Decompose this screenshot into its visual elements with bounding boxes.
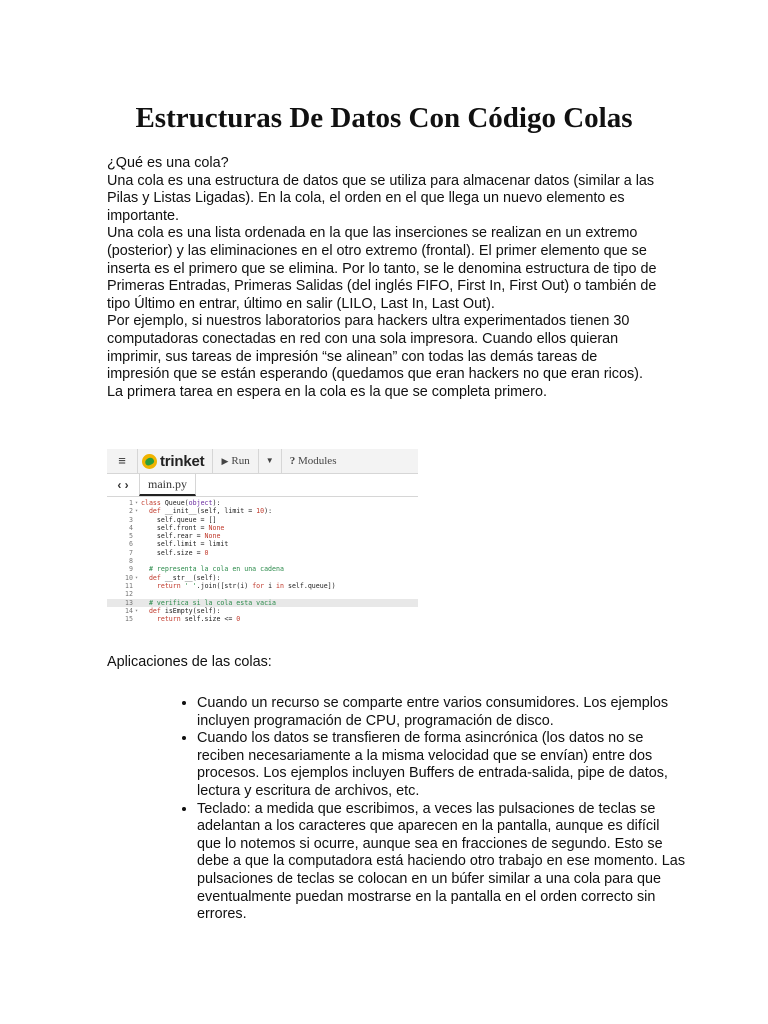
trinket-brand: trinket [160,452,205,470]
code-line: 14 ▾ def isEmpty(self): [125,606,221,615]
paragraph: Una cola es una estructura de datos que se utiliza para almacenar datos (similar a las Pilas y Listas Ligadas). En la cola, el orden en el que llega un nuevo elemento es importante. [107,172,655,224]
code-line: 2 ▾ def __init__(self, limit = 10): [129,507,273,516]
code-line: 15 return self.size <= 0 [125,615,241,624]
code-line: 4 self.front = None [129,523,225,532]
run-button [213,449,258,473]
modules-label: Modules [297,455,337,467]
code-line: 12 [125,590,133,599]
play-icon: ▶ [221,455,229,466]
run-label: Run [231,455,250,467]
question-icon: ? [289,455,296,467]
page-title: Estructuras De Datos Con Código Colas [135,102,633,134]
trinket-toolbar [107,449,418,474]
code-line: 6 self.limit = limit [129,540,229,549]
code-line: 3 self.queue = [] [129,515,217,524]
paragraph: ¿Qué es una cola? [107,155,229,171]
menu-icon: ≡ [107,449,138,473]
applications-heading: Aplicaciones de las colas: [107,654,272,670]
code-line: 10 ▾ def __str__(self): [125,573,221,582]
code-line: 13 # verifica si la cola esta vacia [107,599,418,607]
trinket-logo-icon [142,454,157,469]
trinket-code-screenshot [107,449,418,631]
code-line: 8 [129,557,133,566]
nav-arrows-icon: ‹ › [117,478,129,492]
code-editor [107,497,418,623]
tab-main-py: main.py [139,473,196,496]
list-item: • Cuando los datos se transfieren de forma asincrónica (los datos no se reciben necesariamente a la misma velocidad que se envían) entre dos procesos. Los ejemplos incluyen Buffers de entrada-salida, pipe de datos, lectura y escritura de archivos, etc. [197,730,687,800]
code-line: 7 self.size = 0 [129,548,209,557]
applications-list [174,695,687,924]
code-line: 1 ▾ class Queue(object): [129,499,221,507]
code-line: 9 # representa la cola en una cadena [129,565,284,574]
list-item: • Cuando un recurso se comparte entre varios consumidores. Los ejemplos incluyen programación de CPU, programación de disco. [197,695,687,730]
paragraph: Por ejemplo, si nuestros laboratorios para hackers ultra experimentados tienen 30 computadoras conectadas en red con una sola impresora. Cuando ellos quieran imprimir, sus tareas de impresión “se alinean” con todas las demás tareas de impresión que se están esperando (quedamos que eran hackers no que eran ricos). La primera tarea en espera en la cola es la que se completa primero. [107,313,643,400]
chevron-down-icon: ▼ [259,449,282,473]
code-line: 5 self.rear = None [129,532,221,541]
code-line: 11 return ' '.join([str(i) for i in self.queue]) [125,581,336,590]
trinket-tabs [107,474,418,497]
intro-text [107,155,659,401]
list-item: • Teclado: a medida que escribimos, a veces las pulsaciones de teclas se adelantan a los caracteres que aparecen en la pantalla, aunque es difícil que lo notemos si ocurre, aunque sea en fracciones de segundo. Esto se debe a que la computadora está haciendo otro trabajo en ese momento. Las pulsaciones de teclas se colocan en un búfer similar a una cola para que eventualmente puedan mostrarse en la pantalla en el orden correcto sin errores. [197,801,687,924]
modules-button [282,455,345,467]
trinket-logo [138,449,213,473]
paragraph: Una cola es una lista ordenada en la que las inserciones se realizan en un extremo (posterior) y las eliminaciones en el otro extremo (frontal). El primer elemento que se inserta es el primero que se elimina. Por lo tanto, se le denomina estructura de tipo de Primeras Entradas, Primeras Salidas (del inglés FIFO, First In, First Out) o también de tipo Último en entrar, último en salir (LILO, Last In, Last Out). [107,225,657,312]
